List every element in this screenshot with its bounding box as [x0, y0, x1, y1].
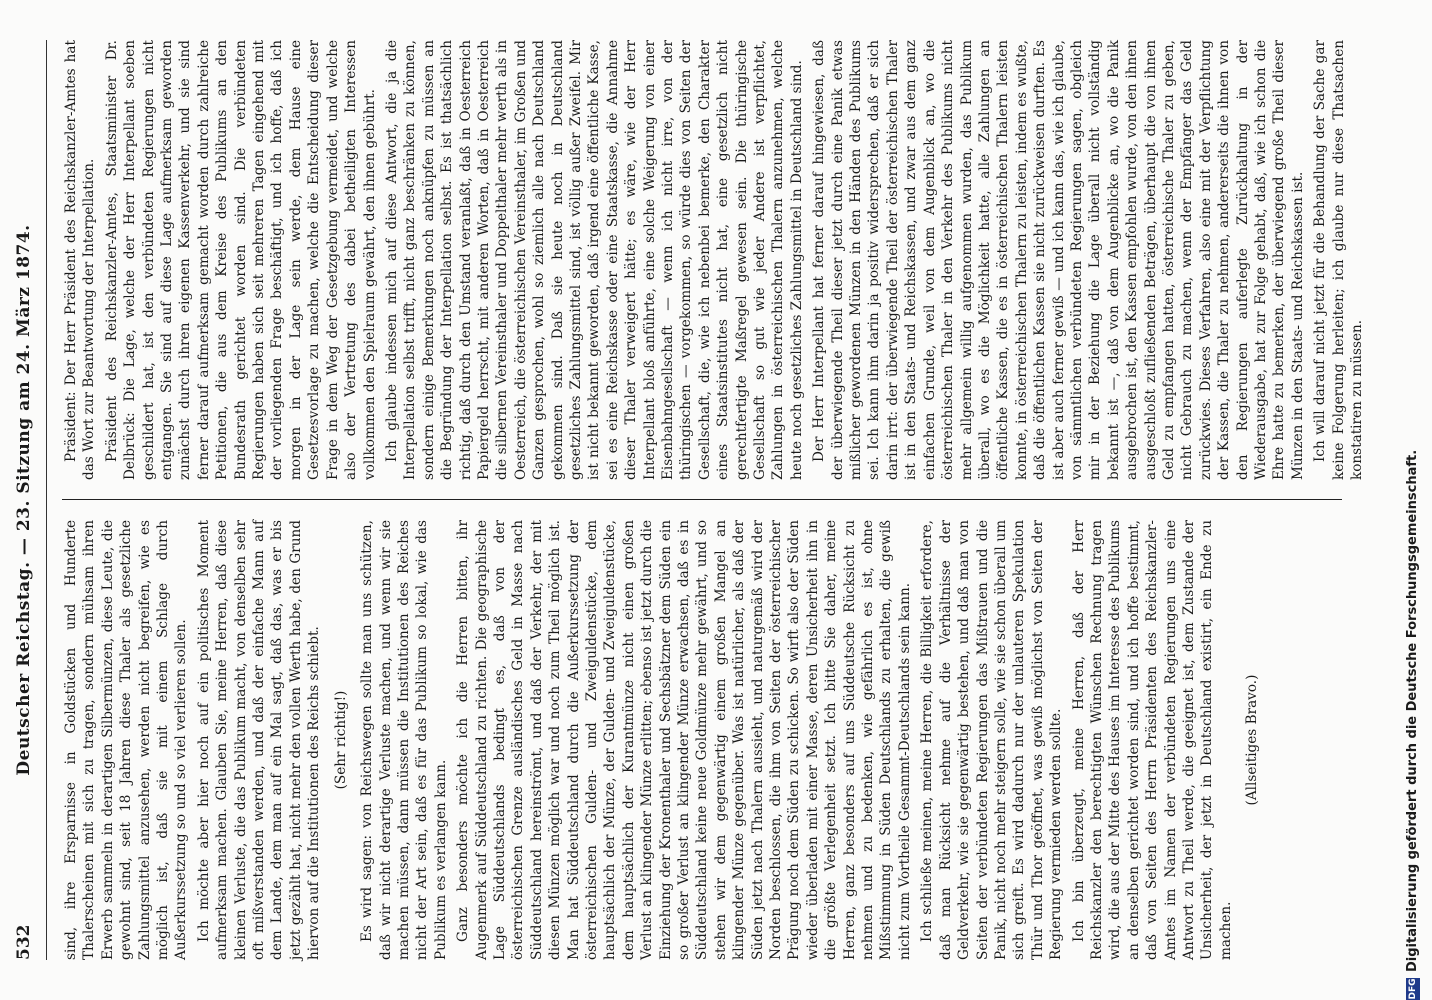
right-column — [62, 40, 1366, 480]
paragraph: Ich glaube indessen mich auf diese Antwort, die ja die Interpellation selbst trifft, nicht ganz beschränken zu können, sondern einige Bemerkungen noch anknüpfen zu müssen an die Begründung der Interpellation selbst. Es ist thatsächlich richtig, daß durch den Umstand veranlaßt, daß in Oesterreich Papiergeld herrscht, mit anderen Worten, daß in Oesterreich die silbernen Vereinsthaler und Doppelthaler mehr werth als in Oesterreich, die österreichischen Vereinsthaler, im Großen und Ganzen gesprochen, wohl so ziemlich alle nach Deutschland gekommen sind. Daß sie heute noch in Deutschland gesetzliches Zahlungsmittel sind, ist völlig außer Zweifel. Mir ist nicht bekannt geworden, daß irgend eine öffentliche Kasse, sei es eine Reichskasse oder eine Staatskasse, die Annahme dieser Thaler verweigert hätte; es wäre, wie der Herr Interpellant bloß anführte, eine solche Weigerung von einer Eisenbahngesellschaft — wenn ich nicht irre, von der thüringischen — vorgekommen, so würde dies von Seiten der Gesellschaft, die, wie ich nebenbei bemerke, den Charakter eines Staatsinstitutes nicht hat, eine gesetzlich nicht gerechtfertigte Maßregel gewesen sein. Die thüringische Gesellschaft so gut wie jeder Andere ist verpflichtet, Zahlungen in österreichischen Thalern anzunehmen, welche heute noch gesetzliches Zahlungsmittel in Deutschland sind. — [383, 40, 805, 480]
left-column — [62, 520, 1352, 960]
paragraph: Ich möchte aber hier noch auf ein politisches Moment aufmerksam machen. Glauben Sie, meine Herren, daß diese kleinen Verluste, die das Publikum macht, von denselben sehr oft mißverstanden werden, und daß der einfache Mann auf dem Lande, dem man auf ein Mal sagt, daß das, was er bis jetzt gezählt hat, nicht mehr den vollen Werth habe, den Grund hiervon auf die Institutionen des Reichs schiebt. — [195, 520, 323, 960]
paragraph: Präsident: Der Herr Präsident des Reichskanzler-Amtes hat das Wort zur Beantwortung der Interpellation. — [63, 40, 98, 480]
paragraph: sind, ihre Ersparnisse in Goldstücken und Hunderte Thalerscheinen mit sich zu tragen, sondern mühsam ihren Erwerb sammeln in derartigen Silbermünzen, diese Leute, die gewohnt sind, seit 18 Jahren diese Thaler als gesetzliche Zahlungsmittel anzusehen, werden nicht begreifen, wie es möglich ist, daß sie mit einem Schlage durch Außerkurssetzung so und so viel verlieren sollen. — [63, 520, 190, 960]
paragraph: Ich will darauf nicht jetzt für die Behandlung der Sache gar keine Folgerung herleiten; ich glaube nur diese Thatsachen konstatiren zu müssen. — [1312, 40, 1366, 480]
running-header — [14, 0, 44, 1000]
footer-text: Digitalisierung gefördert durch die Deutsche Forschungsgemeinschaft. — [1405, 449, 1420, 972]
paragraph: Präsident des Reichskanzler-Amtes, Staatsminister Dr. Delbrück: Die Lage, welche der Herr Interpellant soeben geschildert hat, ist den verbündeten Regierungen nicht entgangen. Sie sind auf diese Lage aufmerksam geworden zunächst durch ihren eigenen Kassenverkehr, und sie sind ferner darauf aufmerksam gemacht worden durch zahlreiche Petitionen, die aus dem Kreise des Publikums an den Bundesrath gerichtet worden sind. Die verbündeten Regierungen haben sich seit mehreren Tagen eingehend mit der vorliegenden Frage beschäftigt, und ich hoffe, daß ich morgen in der Lage sein werde, dem Hause eine Gesetzesvorlage zu machen, welche die Entscheidung dieser Frage in dem Weg der Gesetzgebung vermeidet, und welche also der Vertretung des dabei betheiligten Interessen vollkommen den Spielraum gewährt, den ihnen gebührt. — [103, 40, 378, 480]
digitization-footer — [1404, 0, 1426, 1000]
page-number: 532 — [14, 924, 34, 960]
paragraph: Es wird sagen: von Reichswegen sollte man uns schützen, daß wir nicht derartige Verluste machen, und wenn wir sie machen müssen, dann müssen die Institutionen des Reiches nicht der Art sein, daß es für das Publikum so lokal, wie das Publikum es verlangen kann. — [359, 520, 449, 960]
paragraph: Ich bin überzeugt, meine Herren, daß der Herr Reichskanzler den berechtigten Wünschen Rechnung tragen wird, die aus der Mitte des Hauses im Interesse des Publikums an denselben gerichtet worden sind, und ich hoffe bestimmt, daß von Seiten des Herrn Präsidenten des Reichskanzler-Amtes im Namen der verbündeten Regierungen uns eine Antwort zu Theil werde, die geeignet ist, dem Zustande der Unsicherheit, der jetzt in Deutschland existirt, ein Ende zu machen. — [1070, 520, 1234, 960]
header-rule — [46, 40, 47, 960]
dfg-logo: DFG — [1408, 978, 1418, 1000]
applause-note: (Sehr richtig!) — [332, 690, 349, 790]
page-title: Deutscher Reichstag. — 23. Sitzung am 24. März 1874. — [14, 224, 34, 776]
column-divider — [62, 499, 1342, 500]
applause-note: (Allseitiges Bravo.) — [1244, 674, 1261, 806]
paragraph: Der Herr Interpellant hat ferner darauf hingewiesen, daß der überwiegende Theil dieser jetzt durch eine Panik etwas mißlicher gewordenen Münzen in den Händen des Publikums sei. Ich kann ihm darin ja positiv widersprechen, daß er sich darin irrt: der überwiegende Theil der österreichischen Thaler ist in den Staats- und Reichskassen, und zwar aus dem ganz einfachen Grunde, weil von dem Augenblick an, wo die österreichischen Thaler in den Verkehr des Publikums nicht mehr allgemein willig aufgenommen wurden, das Publikum überall, wo es die Möglichkeit hatte, alle Zahlungen an öffentliche Kassen, die es in österreichischen Thalern leisten konnte, in österreichischen Thalern zu leisten, indem es wußte, daß die öffentlichen Kassen sie nicht zurückweisen durften. Es ist aber auch ferner gewiß — und ich kann das, wie ich glaube, von sämmtlichen verbündeten Regierungen sagen, obgleich mir in der Beziehung die Lage überall nicht vollständig bekannt ist —, daß von dem Augenblicke an, wo die Panik ausgebrochen ist, den Kassen empfohlen wurde, von den ihnen ausgeschloßt zufließenden Beträgen, überhaupt die von ihnen Geld zu empfangen hatten, österreichische Thaler zu geben, nicht Gebrauch zu machen, wenn der Empfänger das Geld zurückwies. Dieses Verfahren, also eine mit der Verpflichtung der Kassen, die Thaler zu nehmen, andererseits die ihnen von den Regierungen auferlegte Zurückhaltung in der Wiederausgabe, hat zur Folge gehabt, daß, wie ich schon die Ehre hatte zu bemerken, der überwiegend große Theil dieser Münzen in den Staats- und Reichskassen ist. — [811, 40, 1306, 480]
paragraph: Ich schließe meinen, meine Herren, die Billigkeit erfordere, daß man Rücksicht nehme auf die Verhältnisse der Geldverkehr, wie sie gegenwärtig bestehen, und daß man von Seiten der verbündeten Regierungen das Mißtrauen und die Panik, nicht noch mehr steigern solle, wie sie schon überall um sich greift. Es wird dadurch nur der unlauteren Spekulation Thür und Thor geöffnet, was gewiß möglichst von Seiten der Regierung vermieden werden sollte. — [919, 520, 1065, 960]
paragraph: Ganz besonders möchte ich die Herren bitten, ihr Augenmerk auf Süddeutschland zu richten. Die geographische Lage Süddeutschlands bedingt es, daß von der österreichischen Grenze ausländisches Geld in Masse nach Süddeutschland hereinströmt, und daß der Verkehr, der mit diesen Münzen möglich war und noch zum Theil möglich ist. Man hat Süddeutschland durch die Außerkurssetzung der österreichischen Gulden- und Zweiguldenstücke, dem hauptsächlich der Münze, der Gulden- und Zweiguldenstücke, dem hauptsächlich der Kurantmünze nicht einen großen Verlust an klingender Münze erlitten; ebenso ist jetzt durch die Einziehung der Kronenthaler und Sechsbätzner dem Süden ein so großer Verlust an klingender Münze erwachsen, daß es in Süddeutschland keine neue Goldmünze mehr gewährt, und so stehen wir dem gegenwärtig einem großen Mangel an klingender Münze gegenüber. Was ist natürlicher, als daß der Süden jetzt nach Thalern aussieht, und naturgemäß wird der Norden beschlossen, die ihm von Seiten der österreichischer Prägung noch dem Süden zu schicken. So wirft also der Süden wieder überladen mit einer Masse, deren Unsicherheit ihn in die größte Verlegenheit setzt. Ich bitte Sie daher, meine Herren, ganz besonders auf uns Süddeutsche Rücksicht zu nehmen und zu bedenken, wie gefährlich es ist, ohne Mißstimmung in Süden Deutschlands zu erhalten, die gewiß nicht zum Vortheile Gesammt-Deutschlands sein kann. — [455, 520, 913, 960]
